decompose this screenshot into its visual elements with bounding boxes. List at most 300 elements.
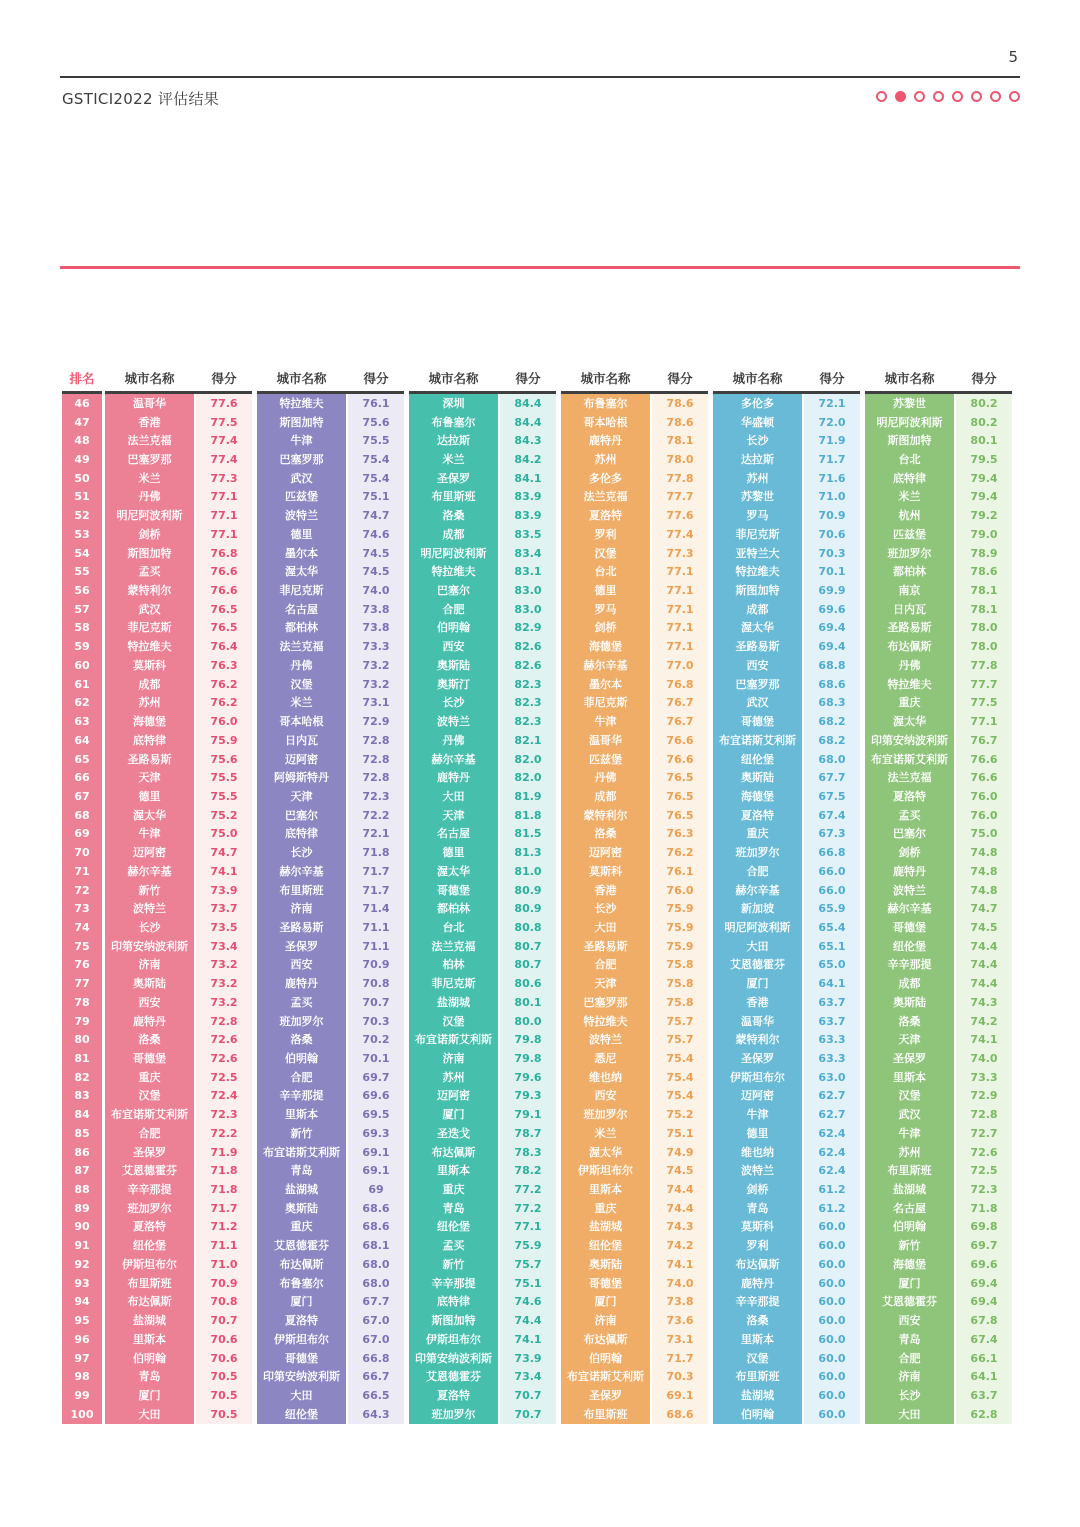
score-cell: 74.5 — [970, 920, 998, 934]
score-cell: 75.8 — [666, 977, 694, 991]
score-cell: 82.0 — [514, 771, 542, 785]
score-cell: 73.8 — [666, 1295, 694, 1309]
city-cell: 洛桑 — [290, 1033, 313, 1047]
city-cell: 菲尼克斯 — [431, 977, 476, 991]
score-cell: 79.5 — [970, 453, 998, 467]
city-cell: 海德堡 — [589, 640, 622, 654]
score-cell: 63.7 — [818, 1014, 846, 1028]
score-cell: 77.1 — [210, 490, 238, 504]
city-cell: 蒙特利尔 — [583, 808, 628, 822]
score-cell: 71.1 — [210, 1239, 238, 1253]
city-cell: 波特兰 — [893, 883, 926, 897]
score-cell: 83.4 — [514, 546, 542, 560]
city-cell: 新加坡 — [741, 902, 774, 916]
score-cell: 74.0 — [666, 1276, 694, 1290]
score-cell: 64.1 — [970, 1370, 998, 1384]
city-cell: 海德堡 — [893, 1257, 926, 1271]
city-cell: 班加罗尔 — [431, 1407, 476, 1421]
city-cell: 汉堡 — [138, 1089, 161, 1103]
city-cell: 青岛 — [290, 1164, 313, 1178]
score-cell: 72.7 — [970, 1126, 998, 1140]
score-cell: 69.4 — [818, 640, 846, 654]
score-cell: 72.9 — [362, 715, 390, 729]
city-cell: 盐湖城 — [437, 995, 470, 1009]
pagination-dot — [914, 91, 925, 102]
score-cell: 77.1 — [666, 565, 694, 579]
score-cell: 79.6 — [514, 1070, 542, 1084]
city-cell: 合肥 — [290, 1070, 313, 1084]
score-cell: 62.7 — [818, 1108, 846, 1122]
city-cell: 盐湖城 — [589, 1220, 622, 1234]
score-cell: 74.0 — [970, 1052, 998, 1066]
score-cell: 80.2 — [970, 396, 998, 410]
score-cell: 63.7 — [818, 995, 846, 1009]
rank-cell: 73 — [74, 902, 90, 916]
score-cell: 70.8 — [210, 1295, 238, 1309]
city-cell: 伊斯坦布尔 — [122, 1257, 177, 1271]
city-cell: 印第安纳波利斯 — [263, 1370, 340, 1384]
city-cell: 菲尼克斯 — [735, 527, 780, 541]
rank-cell: 58 — [74, 621, 90, 635]
score-cell: 74.8 — [970, 883, 998, 897]
score-cell: 73.2 — [210, 958, 238, 972]
rank-cell: 67 — [74, 789, 90, 803]
city-cell: 哥德堡 — [285, 1351, 318, 1365]
score-cell: 74.4 — [666, 1183, 694, 1197]
score-cell: 76.4 — [210, 640, 238, 654]
rank-cell: 87 — [74, 1164, 90, 1178]
rank-cell: 96 — [74, 1332, 90, 1346]
score-cell: 74.5 — [362, 546, 390, 560]
city-cell: 纽伦堡 — [285, 1407, 318, 1421]
city-cell: 巴塞罗那 — [583, 995, 628, 1009]
score-cell: 66.7 — [362, 1370, 390, 1384]
score-cell: 75.5 — [210, 789, 238, 803]
city-cell: 布鲁塞尔 — [431, 415, 476, 429]
city-cell: 圣保罗 — [437, 471, 470, 485]
city-column — [713, 394, 802, 1424]
score-header: 得分 — [211, 370, 237, 386]
score-cell: 76.6 — [210, 565, 238, 579]
score-cell: 60.0 — [818, 1351, 846, 1365]
score-cell: 73.5 — [210, 920, 238, 934]
rank-cell: 84 — [74, 1108, 90, 1122]
rank-cell: 93 — [74, 1276, 90, 1290]
city-cell: 都柏林 — [437, 902, 470, 916]
score-cell: 81.5 — [514, 827, 542, 841]
score-cell: 69.1 — [362, 1145, 390, 1159]
score-cell: 71.0 — [818, 490, 846, 504]
city-cell: 罗利 — [746, 1239, 769, 1253]
city-cell: 洛桑 — [746, 1314, 769, 1328]
rank-cell: 80 — [74, 1033, 90, 1047]
score-cell: 68.3 — [818, 696, 846, 710]
score-cell: 72.3 — [970, 1183, 998, 1197]
score-cell: 80.2 — [970, 415, 998, 429]
city-cell: 伯明翰 — [893, 1220, 926, 1234]
score-cell: 74.2 — [970, 1014, 998, 1028]
rank-cell: 100 — [70, 1407, 94, 1421]
city-cell: 厦门 — [138, 1388, 161, 1402]
score-cell: 75.9 — [514, 1239, 542, 1253]
rank-cell: 99 — [74, 1388, 90, 1402]
score-cell: 71.7 — [362, 864, 390, 878]
city-cell: 里斯本 — [741, 1332, 774, 1346]
city-cell: 纽伦堡 — [893, 939, 926, 953]
score-cell: 71.8 — [210, 1183, 238, 1197]
score-cell: 72.5 — [210, 1070, 238, 1084]
city-cell: 青岛 — [898, 1332, 921, 1346]
score-cell: 72.8 — [210, 1014, 238, 1028]
score-cell: 68.6 — [362, 1201, 390, 1215]
score-cell: 68.2 — [818, 733, 846, 747]
score-cell: 71.7 — [362, 883, 390, 897]
city-cell: 伊斯坦布尔 — [274, 1332, 329, 1346]
score-cell: 77.8 — [970, 658, 998, 672]
city-cell: 合肥 — [898, 1351, 921, 1365]
score-cell: 72.8 — [970, 1108, 998, 1122]
city-cell: 温哥华 — [133, 396, 166, 410]
score-cell: 79.8 — [514, 1033, 542, 1047]
city-cell: 盐湖城 — [285, 1183, 318, 1197]
city-cell: 班加罗尔 — [279, 1014, 324, 1028]
score-cell: 68.0 — [362, 1257, 390, 1271]
city-cell: 罗马 — [594, 602, 617, 616]
score-cell: 79.4 — [970, 490, 998, 504]
score-cell: 60.0 — [818, 1276, 846, 1290]
city-cell: 德里 — [746, 1126, 769, 1140]
score-cell: 72.2 — [210, 1126, 238, 1140]
score-cell: 71.8 — [970, 1201, 998, 1215]
score-cell: 76.2 — [210, 696, 238, 710]
rank-cell: 98 — [74, 1370, 90, 1384]
score-cell: 72.3 — [362, 789, 390, 803]
city-cell: 鹿特丹 — [437, 771, 470, 785]
column-group-2 — [257, 391, 404, 1424]
score-cell: 75.4 — [362, 471, 390, 485]
score-cell: 82.6 — [514, 658, 542, 672]
city-cell: 洛桑 — [442, 509, 465, 523]
score-cell: 77.6 — [210, 396, 238, 410]
city-cell: 印第安纳波利斯 — [111, 939, 188, 953]
city-cell: 合肥 — [746, 864, 769, 878]
city-cell: 天津 — [290, 789, 313, 803]
score-cell: 76.7 — [666, 696, 694, 710]
city-cell: 布宜诺斯艾利斯 — [111, 1108, 188, 1122]
city-cell: 布达佩斯 — [735, 1257, 780, 1271]
score-cell: 70.6 — [818, 527, 846, 541]
city-cell: 布里斯班 — [887, 1164, 932, 1178]
city-cell: 孟买 — [442, 1239, 465, 1253]
score-cell: 71.7 — [210, 1201, 238, 1215]
city-cell: 济南 — [594, 1314, 617, 1328]
city-cell: 巴塞罗那 — [735, 677, 780, 691]
city-cell: 米兰 — [138, 471, 161, 485]
header-group-4 — [561, 369, 708, 387]
rank-cell: 59 — [74, 640, 90, 654]
score-cell: 83.1 — [514, 565, 542, 579]
city-cell: 布宜诺斯艾利斯 — [567, 1370, 644, 1384]
city-cell: 菲尼克斯 — [583, 696, 628, 710]
column-group-1 — [105, 391, 252, 1424]
city-header: 城市名称 — [884, 370, 935, 386]
city-cell: 青岛 — [442, 1201, 465, 1215]
city-cell: 新竹 — [898, 1239, 921, 1253]
score-cell: 84.2 — [514, 453, 542, 467]
score-cell: 76.3 — [210, 658, 238, 672]
score-cell: 76.0 — [666, 883, 694, 897]
score-cell: 75.2 — [666, 1108, 694, 1122]
score-cell: 80.8 — [514, 920, 542, 934]
score-cell: 70.3 — [818, 546, 846, 560]
city-cell: 丹佛 — [898, 658, 921, 672]
score-cell: 76.5 — [666, 789, 694, 803]
city-cell: 大田 — [746, 939, 769, 953]
score-cell: 64.3 — [362, 1407, 390, 1421]
rank-cell: 62 — [74, 696, 90, 710]
city-cell: 波特兰 — [285, 509, 318, 523]
city-cell: 重庆 — [290, 1220, 313, 1234]
score-cell: 71.4 — [362, 902, 390, 916]
score-cell: 68.0 — [362, 1276, 390, 1290]
score-cell: 84.4 — [514, 396, 542, 410]
header-group-1 — [105, 369, 252, 387]
city-cell: 布宜诺斯艾利斯 — [871, 752, 948, 766]
city-cell: 斯图加特 — [431, 1314, 476, 1328]
city-cell: 班加罗尔 — [887, 546, 932, 560]
city-cell: 匹兹堡 — [893, 527, 926, 541]
city-cell: 辛辛那提 — [127, 1183, 172, 1197]
score-cell: 69.8 — [970, 1220, 998, 1234]
score-cell: 78.0 — [970, 621, 998, 635]
score-cell: 71.7 — [666, 1351, 694, 1365]
score-cell: 75.9 — [666, 902, 694, 916]
score-cell: 82.0 — [514, 752, 542, 766]
score-header: 得分 — [667, 370, 693, 386]
city-cell: 辛辛那提 — [735, 1295, 780, 1309]
score-cell: 60.0 — [818, 1388, 846, 1402]
score-cell: 84.4 — [514, 415, 542, 429]
city-cell: 哥本哈根 — [583, 415, 628, 429]
rank-cell: 70 — [74, 846, 90, 860]
score-cell: 74.8 — [970, 864, 998, 878]
city-cell: 班加罗尔 — [127, 1201, 172, 1215]
score-cell: 72.9 — [970, 1089, 998, 1103]
score-cell: 60.0 — [818, 1407, 846, 1421]
rank-cell: 61 — [74, 677, 90, 691]
score-cell: 76.6 — [970, 771, 998, 785]
rank-cell: 71 — [74, 864, 90, 878]
city-cell: 成都 — [138, 677, 161, 691]
city-cell: 重庆 — [898, 696, 921, 710]
score-cell: 75.4 — [666, 1052, 694, 1066]
score-cell: 71.8 — [362, 846, 390, 860]
city-cell: 圣保罗 — [589, 1388, 622, 1402]
score-cell: 75.1 — [666, 1126, 694, 1140]
score-cell: 77.6 — [666, 509, 694, 523]
score-cell: 70.7 — [362, 995, 390, 1009]
score-cell: 70.7 — [210, 1314, 238, 1328]
score-cell: 79.4 — [970, 471, 998, 485]
score-cell: 80.7 — [514, 958, 542, 972]
score-cell: 74.4 — [970, 939, 998, 953]
city-cell: 印第安纳波利斯 — [415, 1351, 492, 1365]
city-cell: 渥太华 — [741, 621, 774, 635]
city-cell: 圣保罗 — [133, 1145, 166, 1159]
score-cell: 76.1 — [666, 864, 694, 878]
score-cell: 77.8 — [666, 471, 694, 485]
city-cell: 布达佩斯 — [431, 1145, 476, 1159]
city-cell: 厦门 — [290, 1295, 313, 1309]
score-cell: 73.9 — [210, 883, 238, 897]
rank-cell: 78 — [74, 995, 90, 1009]
city-cell: 长沙 — [594, 902, 617, 916]
score-cell: 60.0 — [818, 1314, 846, 1328]
score-cell: 68.6 — [362, 1220, 390, 1234]
city-cell: 夏洛特 — [741, 808, 774, 822]
score-cell: 71.2 — [210, 1220, 238, 1234]
score-cell: 74.1 — [666, 1257, 694, 1271]
score-cell: 72.8 — [362, 752, 390, 766]
score-cell: 62.7 — [818, 1089, 846, 1103]
score-cell: 76.8 — [210, 546, 238, 560]
column-group-4 — [561, 391, 708, 1424]
city-cell: 哥本哈根 — [279, 715, 324, 729]
score-column — [348, 394, 404, 1424]
score-cell: 76.7 — [970, 733, 998, 747]
city-cell: 德里 — [442, 846, 465, 860]
score-cell: 71.9 — [210, 1145, 238, 1159]
score-cell: 67.8 — [970, 1314, 998, 1328]
score-cell: 62.4 — [818, 1145, 846, 1159]
city-cell: 汉堡 — [442, 1014, 465, 1028]
score-cell: 77.1 — [666, 640, 694, 654]
score-cell: 73.4 — [514, 1370, 542, 1384]
city-cell: 合肥 — [138, 1126, 161, 1140]
score-cell: 66.5 — [362, 1388, 390, 1402]
city-cell: 特拉维夫 — [583, 1014, 628, 1028]
city-cell: 布里斯班 — [127, 1276, 172, 1290]
rank-cell: 83 — [74, 1089, 90, 1103]
score-cell: 74.4 — [970, 977, 998, 991]
city-cell: 布达佩斯 — [583, 1332, 628, 1346]
city-cell: 亚特兰大 — [735, 546, 780, 560]
score-cell: 70.3 — [666, 1370, 694, 1384]
city-cell: 明尼阿波利斯 — [116, 509, 183, 523]
score-cell: 74.6 — [514, 1295, 542, 1309]
city-cell: 赫尔辛基 — [279, 864, 324, 878]
score-cell: 60.0 — [818, 1257, 846, 1271]
score-cell: 82.1 — [514, 733, 542, 747]
rank-cell: 50 — [74, 471, 90, 485]
city-cell: 大田 — [594, 920, 617, 934]
city-cell: 迈阿密 — [133, 846, 166, 860]
score-cell: 75.7 — [514, 1257, 542, 1271]
city-cell: 长沙 — [138, 920, 161, 934]
score-cell: 72.5 — [970, 1164, 998, 1178]
city-cell: 苏州 — [138, 696, 161, 710]
header-group-2 — [257, 369, 404, 387]
city-cell: 法兰克福 — [431, 939, 476, 953]
city-cell: 丹佛 — [594, 771, 617, 785]
score-cell: 76.6 — [666, 733, 694, 747]
score-cell: 70.8 — [362, 977, 390, 991]
city-cell: 菲尼克斯 — [279, 584, 324, 598]
city-cell: 莫斯科 — [741, 1220, 774, 1234]
score-cell: 63.3 — [818, 1033, 846, 1047]
city-cell: 日内瓦 — [893, 602, 926, 616]
score-cell: 70.3 — [362, 1014, 390, 1028]
score-cell: 76.5 — [210, 621, 238, 635]
score-cell: 73.2 — [210, 977, 238, 991]
score-cell: 67.4 — [818, 808, 846, 822]
city-cell: 海德堡 — [133, 715, 166, 729]
city-cell: 苏州 — [746, 471, 769, 485]
score-cell: 73.8 — [362, 621, 390, 635]
city-cell: 名古屋 — [893, 1201, 926, 1215]
score-cell: 80.1 — [514, 995, 542, 1009]
city-cell: 厦门 — [746, 977, 769, 991]
score-cell: 73.9 — [514, 1351, 542, 1365]
pagination-dot — [933, 91, 944, 102]
score-cell: 69.3 — [362, 1126, 390, 1140]
rank-cell: 54 — [74, 546, 90, 560]
city-cell: 辛辛那提 — [431, 1276, 476, 1290]
score-cell: 84.3 — [514, 434, 542, 448]
city-cell: 达拉斯 — [741, 453, 774, 467]
score-cell: 69.4 — [970, 1276, 998, 1290]
city-header: 城市名称 — [732, 370, 783, 386]
score-cell: 76.5 — [666, 808, 694, 822]
rank-cell: 46 — [74, 396, 90, 410]
city-cell: 米兰 — [594, 1126, 617, 1140]
score-cell: 68.6 — [666, 1407, 694, 1421]
city-cell: 渥太华 — [437, 864, 470, 878]
score-cell: 69.1 — [362, 1164, 390, 1178]
score-cell: 69.5 — [362, 1108, 390, 1122]
city-cell: 香港 — [594, 883, 617, 897]
city-cell: 底特律 — [437, 1295, 470, 1309]
city-cell: 盐湖城 — [741, 1388, 774, 1402]
city-cell: 圣保罗 — [741, 1052, 774, 1066]
score-cell: 70.5 — [210, 1370, 238, 1384]
city-cell: 都柏林 — [893, 565, 926, 579]
city-cell: 西安 — [746, 658, 769, 672]
city-cell: 汉堡 — [746, 1351, 769, 1365]
city-cell: 重庆 — [138, 1070, 161, 1084]
score-cell: 61.2 — [818, 1201, 846, 1215]
city-cell: 印第安纳波利斯 — [871, 733, 948, 747]
score-cell: 78.0 — [970, 640, 998, 654]
score-cell: 76.6 — [666, 752, 694, 766]
score-cell: 75.6 — [362, 415, 390, 429]
score-cell: 78.9 — [970, 546, 998, 560]
score-cell: 74.8 — [970, 846, 998, 860]
score-cell: 72.6 — [970, 1145, 998, 1159]
city-cell: 伊斯坦布尔 — [426, 1332, 481, 1346]
city-cell: 洛桑 — [898, 1014, 921, 1028]
score-cell: 80.9 — [514, 883, 542, 897]
city-cell: 米兰 — [290, 696, 313, 710]
city-cell: 法兰克福 — [279, 640, 324, 654]
city-column — [409, 394, 498, 1424]
score-cell: 68.1 — [362, 1239, 390, 1253]
score-cell: 63.3 — [818, 1052, 846, 1066]
score-cell: 80.7 — [514, 939, 542, 953]
city-cell: 西安 — [290, 958, 313, 972]
city-cell: 渥太华 — [133, 808, 166, 822]
city-cell: 长沙 — [746, 434, 769, 448]
